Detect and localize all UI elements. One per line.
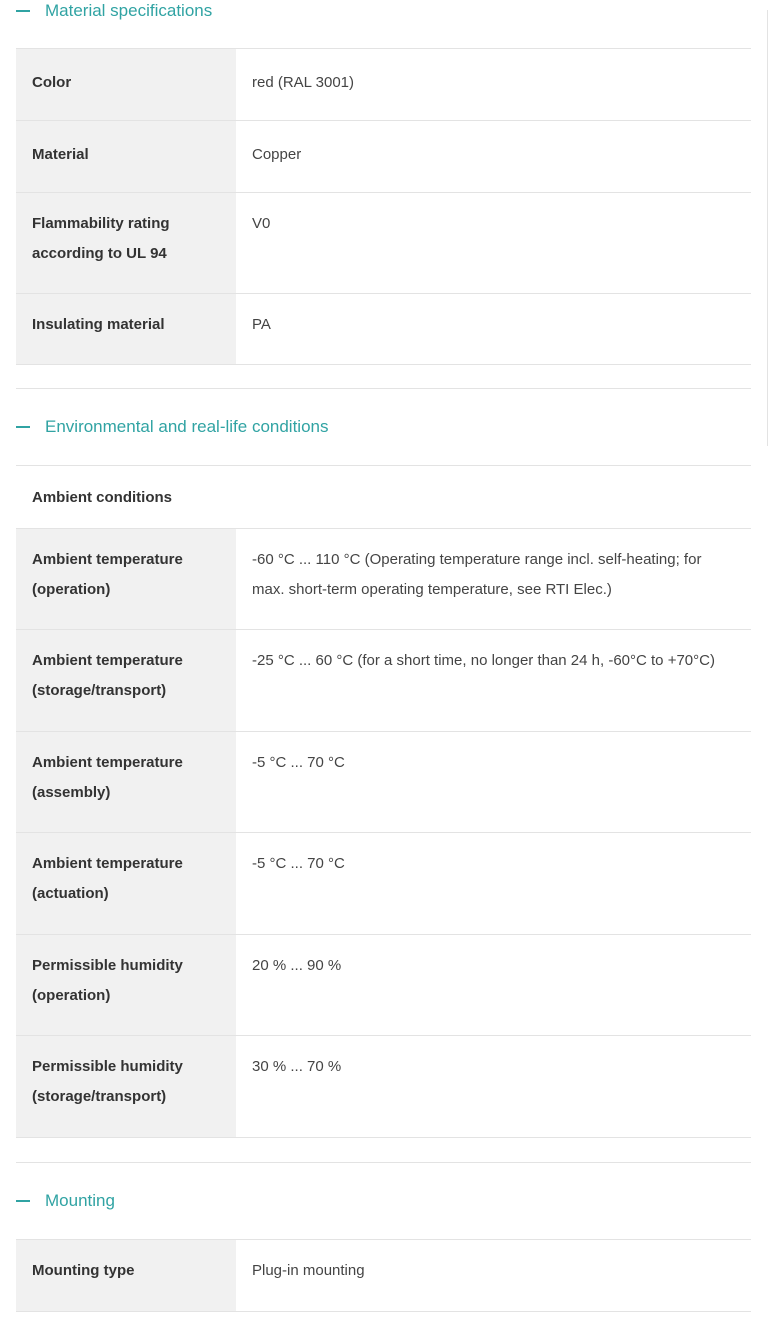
scroll-edge-divider — [767, 10, 768, 446]
row-label: Ambient temperature (actuation) — [16, 833, 236, 934]
table-row — [16, 1036, 751, 1138]
section-divider — [16, 1162, 751, 1163]
row-label: Flammability rating according to UL 94 — [16, 193, 236, 293]
table-row — [16, 121, 751, 193]
row-value: 30 % ... 70 % — [252, 1058, 342, 1075]
spec-table — [16, 48, 751, 365]
table-row — [16, 833, 751, 935]
row-label: Ambient temperature (storage/transport) — [16, 630, 236, 731]
row-value: V0 — [252, 215, 271, 232]
section-header-mounting[interactable] — [16, 1177, 751, 1225]
collapse-minus-icon[interactable] — [16, 1200, 30, 1202]
table-row — [16, 935, 751, 1036]
row-label: Mounting type — [16, 1240, 236, 1311]
table-row — [16, 193, 751, 294]
row-value: Plug-in mounting — [252, 1262, 365, 1279]
section-title[interactable]: Environmental and real-life conditions — [45, 417, 329, 436]
table-subheading: Ambient conditions — [16, 466, 751, 529]
spec-table — [16, 465, 751, 1138]
row-value: -60 °C ... 110 °C (Operating temperature range incl. self-heating; for max. short-term operating temperature, see RTI Elec.) — [252, 551, 702, 598]
section-title[interactable]: Material specifications — [45, 1, 213, 20]
row-value: PA — [252, 316, 271, 333]
row-label: Ambient temperature (operation) — [16, 529, 236, 629]
row-label: Insulating material — [16, 294, 236, 364]
row-value: -25 °C ... 60 °C (for a short time, no longer than 24 h, -60°C to +70°C) — [252, 652, 715, 669]
row-value: -5 °C ... 70 °C — [252, 754, 345, 771]
collapse-minus-icon[interactable] — [16, 426, 30, 428]
table-row — [16, 630, 751, 732]
collapse-minus-icon[interactable] — [16, 10, 30, 12]
row-value: 20 % ... 90 % — [252, 957, 342, 974]
row-label: Ambient temperature (assembly) — [16, 732, 236, 832]
row-value: -5 °C ... 70 °C — [252, 855, 345, 872]
row-label: Permissible humidity (operation) — [16, 935, 236, 1035]
section-material-specifications — [16, 0, 751, 365]
section-environmental-conditions — [16, 403, 751, 1138]
row-value: Copper — [252, 146, 302, 163]
section-title[interactable]: Mounting — [45, 1191, 115, 1210]
table-row — [16, 1240, 751, 1312]
row-value: red (RAL 3001) — [252, 74, 354, 91]
row-label: Permissible humidity (storage/transport) — [16, 1036, 236, 1137]
row-label: Color — [16, 49, 236, 120]
table-row — [16, 49, 751, 121]
section-header-material-specifications[interactable] — [16, 0, 751, 35]
spec-table — [16, 1239, 751, 1312]
section-header-environmental-conditions[interactable] — [16, 403, 751, 451]
row-label: Material — [16, 121, 236, 192]
section-divider — [16, 388, 751, 389]
table-row — [16, 732, 751, 833]
section-mounting — [16, 1177, 751, 1312]
table-row — [16, 294, 751, 365]
table-row — [16, 529, 751, 630]
